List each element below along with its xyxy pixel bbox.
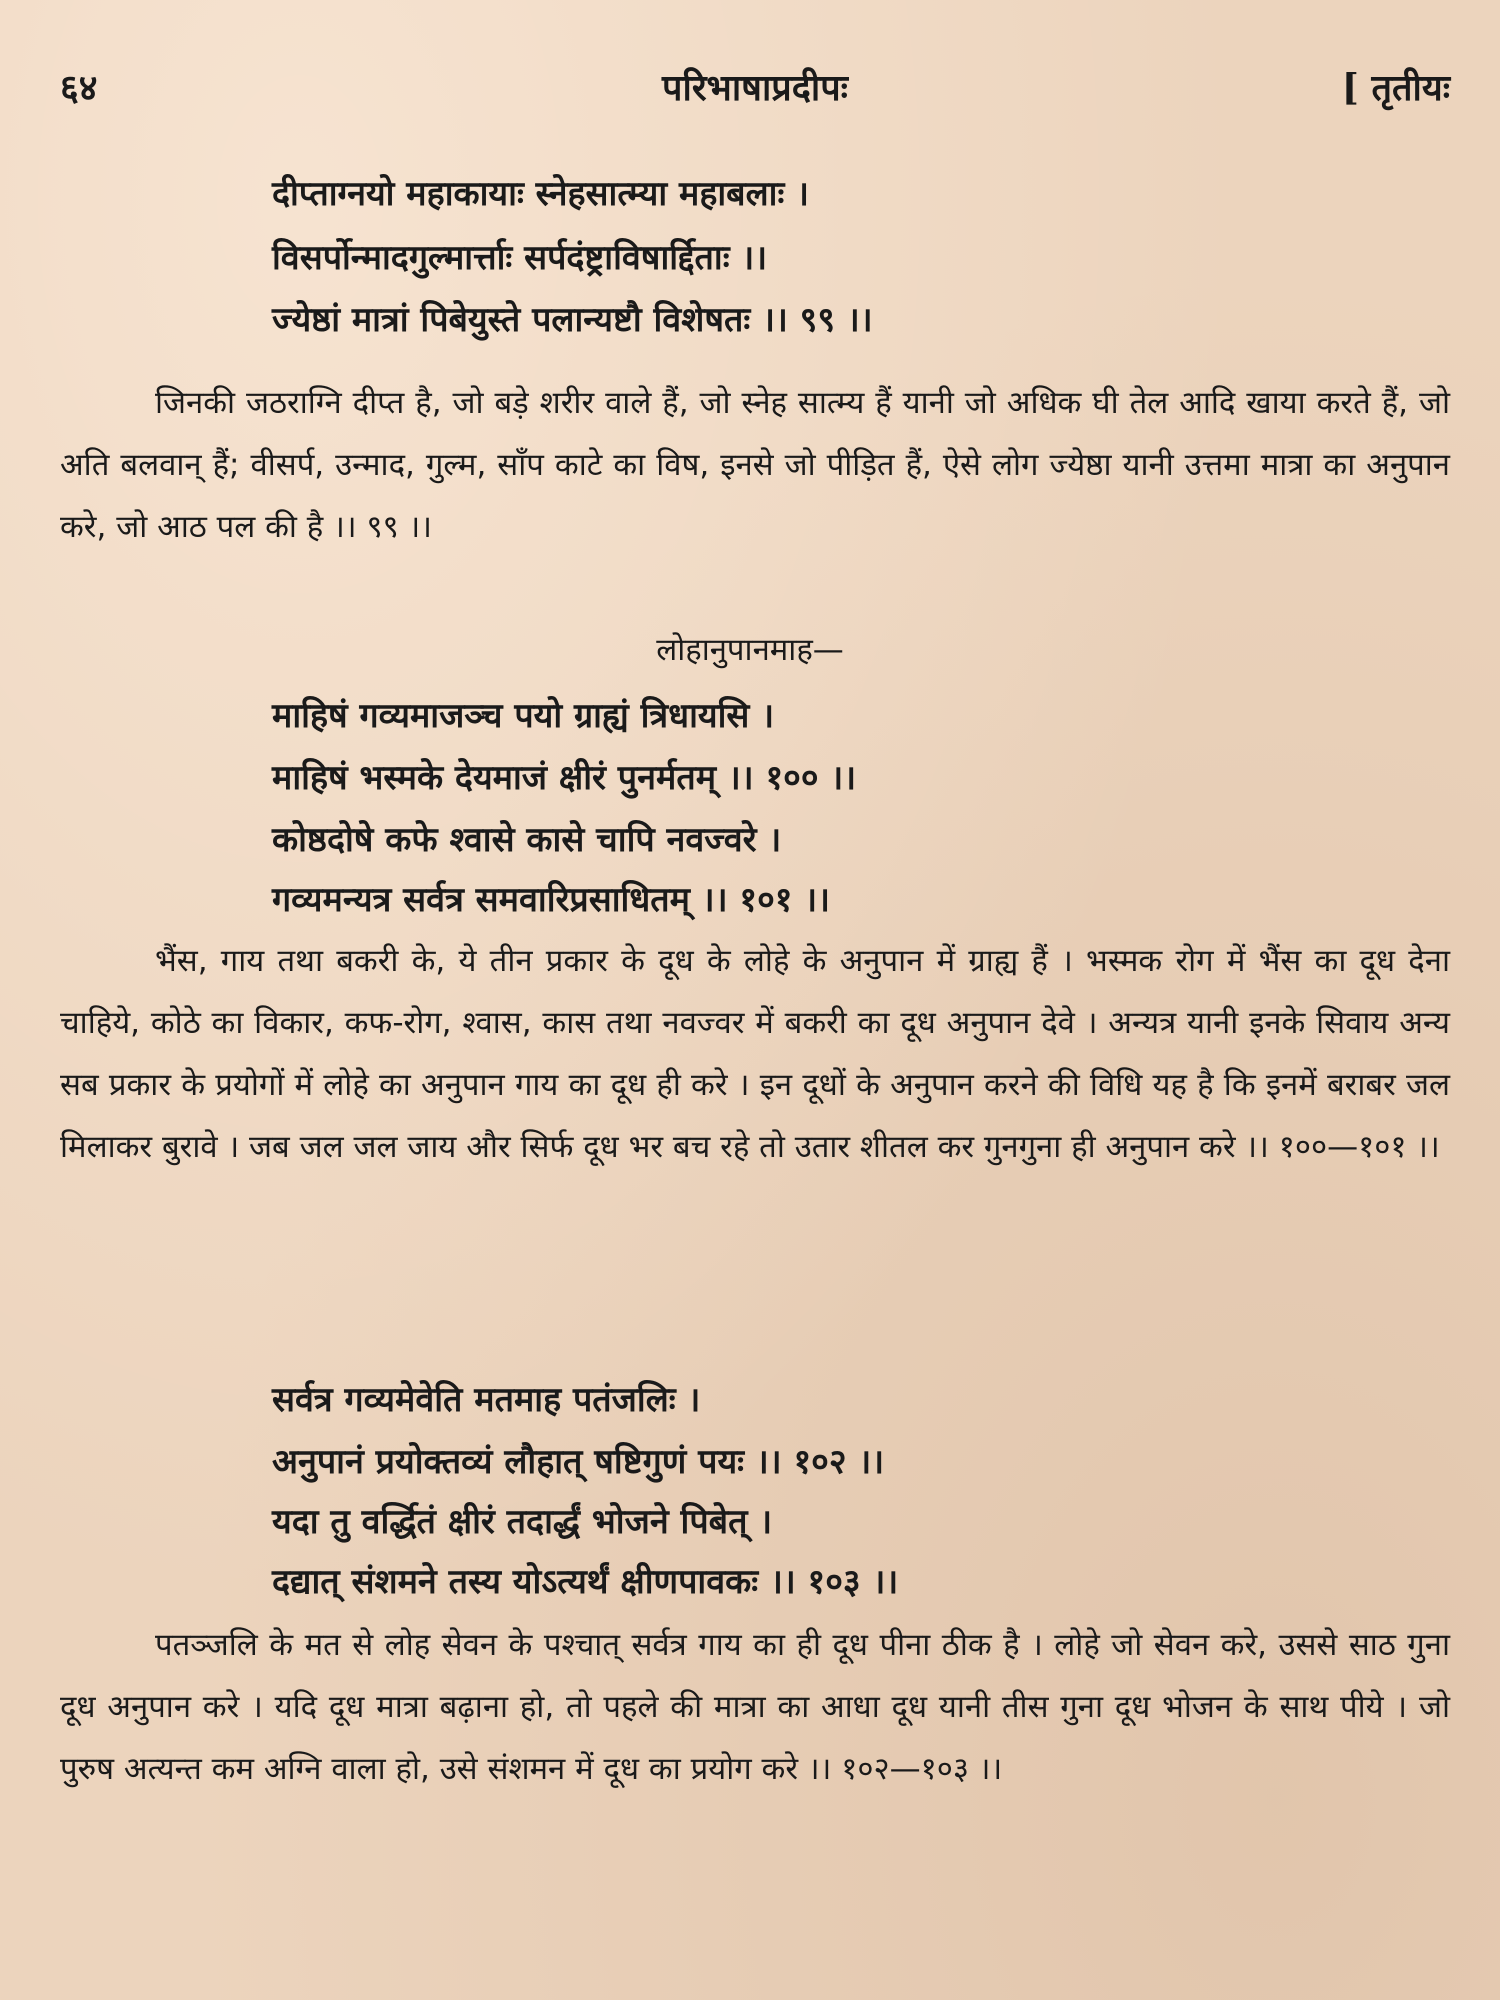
verse-line: सर्वत्र गव्यमेवेति मतमाह पतंजलिः ।: [272, 1380, 701, 1420]
commentary-text: पतञ्जलि के मत से लोह सेवन के पश्चात् सर्वत्र गाय का ही दूध पीना ठीक है । लोहे जो सेवन करे, उससे साठ गुना दूध अनुपान करे । यदि दूध मात्रा बढ़ाना हो, तो पहले की मात्रा का आधा दूध यानी तीस गुना दूध भोजन के साथ पीये । जो पुरुष अत्यन्त कम अग्नि वाला हो, उसे संशमन में दूध का प्रयोग करे ।। १०२—१०३ ।।: [60, 1627, 1450, 1787]
verse-line: कोष्ठदोषे कफे श्वासे कासे चापि नवज्वरे ।: [272, 820, 782, 860]
chapter-mark: [ तृतीयः: [1341, 67, 1450, 109]
verse-line: माहिषं भस्मके देयमाजं क्षीरं पुनर्मतम् ।। १०० ।।: [272, 758, 857, 798]
section-heading: लोहानुपानमाह—: [656, 632, 844, 668]
verse-line: अनुपानं प्रयोक्तव्यं लौहात् षष्टिगुणं पयः ।। १०२ ।।: [272, 1442, 885, 1482]
verse-line: दद्यात् संशमने तस्य योऽत्यर्थं क्षीणपावकः ।। १०३ ।।: [272, 1562, 899, 1602]
verse-line: ज्येष्ठां मात्रां पिबेयुस्ते पलान्यष्टौ विशेषतः ।। ९९ ।।: [272, 300, 873, 340]
verse-line: दीप्ताग्नयो महाकायाः स्नेहसात्म्या महाबलाः ।: [272, 174, 810, 214]
commentary-paragraph: [60, 1614, 1450, 1800]
page-number: ६४: [60, 67, 98, 109]
commentary-paragraph: [60, 930, 1450, 1178]
page-header: [60, 62, 1450, 122]
commentary-text: जिनकी जठराग्नि दीप्त है, जो बड़े शरीर वाले हैं, जो स्नेह सात्म्य हैं यानी जो अधिक घी तेल आदि खाया करते हैं, जो अति बलवान् हैं; वीसर्प, उन्माद, गुल्म, साँप काटे का विष, इनसे जो पीड़ित हैं, ऐसे लोग ज्येष्ठा यानी उत्तमा मात्रा का अनुपान करे, जो आठ पल की है ।। ९९ ।।: [60, 385, 1450, 545]
verse-line: गव्यमन्यत्र सर्वत्र समवारिप्रसाधितम् ।। १०१ ।।: [272, 880, 831, 920]
verse-line: विसर्पोन्मादगुल्मार्त्ताः सर्पदंष्ट्राविषार्द्दिताः ।।: [272, 238, 768, 278]
verse-line: माहिषं गव्यमाजञ्च पयो ग्राह्यं त्रिधायसि ।: [272, 696, 775, 736]
verse-line: यदा तु वर्द्धितं क्षीरं तदार्द्धं भोजने पिबेत् ।: [272, 1502, 773, 1542]
commentary-text: भैंस, गाय तथा बकरी के, ये तीन प्रकार के दूध के लोहे के अनुपान में ग्राह्य हैं । भस्मक रोग में भैंस का दूध देना चाहिये, कोठे का विकार, कफ-रोग, श्वास, कास तथा नवज्वर में बकरी का दूध अनुपान देवे । अन्यत्र यानी इनके सिवाय अन्य सब प्रकार के प्रयोगों में लोहे का अनुपान गाय का दूध ही करे । इन दूधों के अनुपान करने की विधि यह है कि इनमें बराबर जल मिलाकर बुरावे । जब जल जल जाय और सिर्फ दूध भर बच रहे तो उतार शीतल कर गुनगुना ही अनुपान करे ।। १००—१०१ ।।: [60, 943, 1450, 1165]
running-title: परिभाषाप्रदीपः: [662, 67, 848, 109]
commentary-paragraph: [60, 372, 1450, 558]
